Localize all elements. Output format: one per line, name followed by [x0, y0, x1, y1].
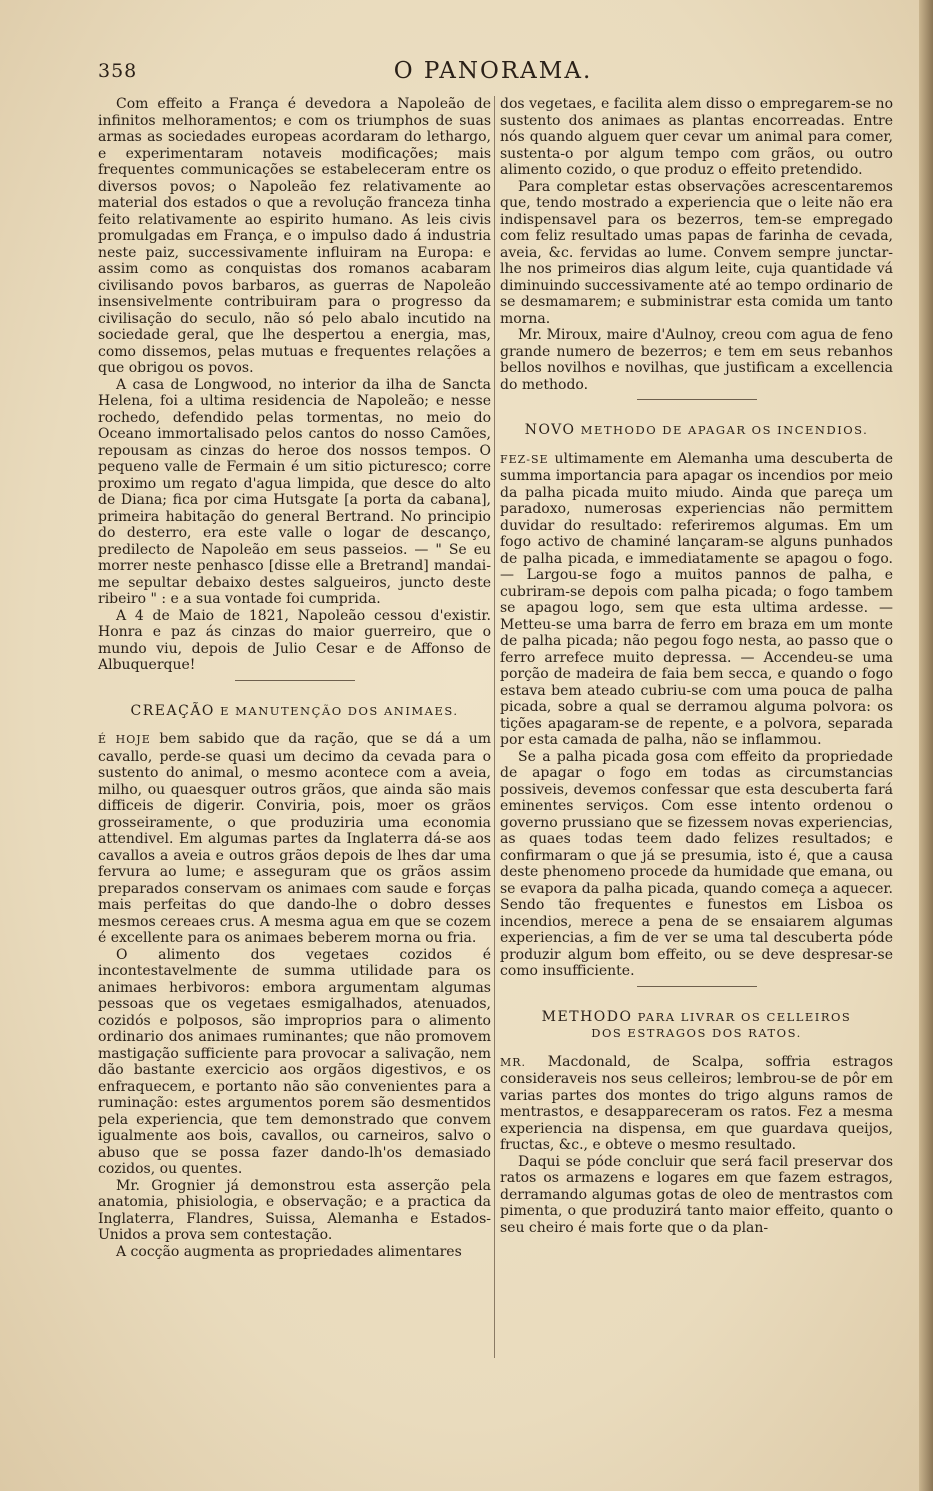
right-column: [500, 96, 893, 1236]
animals-paragraph-1-text: bem sabido que da ração, que se dá a um cavallo, perde-se quasi um decimo da cevada para o sustento do animal, o mesmo acontece com a aveia, milho, ou quaesquer outros grãos, que ainda são mais difficeis de digerir. Conviria, pois, moer os grãos grosseiramente, o que produziria uma economia attendivel. Em algumas partes da Inglaterra dá-se aos cavallos a aveia e outros grãos depois de lhes dar uma fervura ao lume; e asseguram que os grãos assim preparados conservam os animaes com saude e forças mais perfeitas do que dando-lhe o dobro desses mesmos cereaes crus. A mesma agua em que se cozem é excellente para os animaes beberem morna ou fria.: [98, 731, 492, 946]
section-heading-rats-rest: PARA LIVRAR OS CELLEIROS: [637, 1009, 852, 1024]
fires-paragraph-1-text: ultimamente em Alemanha uma descuberta de summa importancia para apagar os incendios por meio da palha picada muito miudo. Ainda que pareça um paradoxo, numerosas experiencias não permittem duvidar do resultado: referiremos algumas. Em um fogo activo de chaminé lançaram-se alguns punhados de palha picada, e immediatamente se apagou o fogo. — Largou-se fogo a muitos pannos de palha, e cubriram-se depois com palha picada; o fogo tambem se apagou logo, sem que esta ultima ardesse. — Metteu-se uma barra de ferro em braza em um monte de palha picada; não pegou fogo nesta, ao passo que o ferro arrefece muito depressa. — Accendeu-se uma porção de madeira de faia bem secca, e quando o fogo estava bem ateado cubriu-se com uma pouca de palha picada, sobre a qual se derramou alguma polvora: os tições apagaram-se de repente, e a polvora, separada por esta camada de palha, não se inflammou.: [500, 450, 894, 748]
napoleon-paragraph-2: A casa de Longwood, no interior da ilha de Sancta Helena, foi a ultima residencia de Napoleão; e nesse rochedo, defendido pelas tormentas, no meio do Oceano immortalisado pelos cantos do nosso Camões, repousam as cinzas do heroe dos nossos tempos. O pequeno valle de Fermain é um sitio picturesco; corre proximo um regato d'agua limpida, que desce do alto de Diana; fica por cima Hutsgate [a porta da cabana], primeira habitação do general Bertrand. No principio do desterro, era este valle o logar de descanço, predilecto de Napoleão em seus passeios. — " Se eu morrer neste penhasco [disse elle a Bretrand] mandai-me sepultar debaixo destes salgueiros, juncto deste ribeiro " : e a sua vontade foi cumprida.: [98, 376, 491, 607]
section-heading-rats-cap: METHODO: [541, 1008, 633, 1025]
section-divider-rule: [637, 399, 757, 400]
section-divider-rule: [235, 680, 355, 681]
page-header: [98, 58, 888, 88]
rats-lead-words: MR.: [500, 1055, 527, 1069]
section-heading-animals-cap: CREAÇÃO: [130, 702, 215, 719]
section-heading-fires-rest: METHODO DE APAGAR OS INCENDIOS.: [580, 423, 869, 437]
rats-paragraph-2: Daqui se póde concluir que será facil preservar dos ratos os armazens e logares em que fazem estragos, derramando algumas gotas de oleo de mentrastos com pimenta, o que produzirá tanto maior effeito, quanto o seu cheiro é mais forte que o da plan-: [500, 1153, 893, 1236]
left-column: [98, 96, 491, 1260]
animals-paragraph-1: [98, 731, 491, 947]
animals-miroux-paragraph: Mr. Miroux, maire d'Aulnoy, creou com agua de feno grande numero de bezerros; e tem em seus rebanhos bellos novilhos e novilhas, que justificam a excellencia do methodo.: [500, 327, 893, 393]
napoleon-paragraph-3: A 4 de Maio de 1821, Napoleão cessou d'existir. Honra e paz ás cinzas do maior guerreiro, que o mundo viu, depois de Julio Cesar e de Affonso de Albuquerque!: [98, 607, 491, 673]
journal-title: O PANORAMA.: [393, 58, 593, 84]
animals-paragraph-3: Mr. Grognier já demonstrou esta asserção pela anatomia, phisiologia, e observação; e a practica da Inglaterra, Flandres, Suissa, Alemanha e Estados-Unidos a prova sem contestação.: [98, 1177, 491, 1243]
page-number: 358: [98, 60, 138, 82]
fires-paragraph-1: [500, 451, 893, 749]
rats-paragraph-1: [500, 1054, 893, 1154]
animals-paragraph-4: A cocção augmenta as propriedades alimentares: [116, 1243, 462, 1260]
section-heading-animals: [98, 703, 491, 720]
fires-lead-words: FEZ-SE: [500, 452, 549, 466]
section-heading-rats-line-2: DOS ESTRAGOS DOS RATOS.: [591, 1026, 802, 1040]
section-heading-fires: [500, 422, 893, 439]
animals-paragraph-2: O alimento dos vegetaes cozidos é incontestavelmente de summa utilidade para os animaes herbivoros: embora argumentam algumas pessoas que os vegetaes esmigalhados, atenuados, cozidós e polposos, são improprios para o alimento ordinario dos animaes ruminantes; que não promovem mastigação sufficiente para provocar a salivação, nem dão bastante exercicio aos orgãos digestivos, e os enfraquecem, e portanto não são convenientes para a ruminação: estes argumentos porem são desmentidos pela experiencia, que tem demonstrado que convem igualmente aos bois, cavallos, ou carneiros, salvo o abuso que se possa fazer dando-lh'os demasiado cozidos, ou quentes.: [98, 946, 491, 1177]
section-heading-fires-cap: NOVO: [524, 422, 576, 438]
animals-lead-words: É HOJE: [98, 733, 151, 746]
column-divider: [494, 96, 495, 1358]
animals-calves-paragraph: Para completar estas observações acrescentaremos que, tendo mostrado a experiencia que o leite não era indispensavel para os bezerros, tem-se empregado com feliz resultado umas papas de farinha de cevada, aveia, &c. fervidas ao lume. Convem sempre junctar-lhe nos primeiros dias algum leite, cuja quantidade vá diminuindo successivamente até ao tempo ordinario de se desmamarem; e subministrar esta comida um tanto morna.: [500, 178, 893, 327]
fires-paragraph-2: Se a palha picada gosa com effeito da propriedade de apagar o fogo em todas as circumstancias possiveis, devemos confessar que esta descuberta fará eminentes serviços. Com esse intento ordenou o governo prussiano que se fizessem novas experiencias, as quaes todas teem dado felizes resultados; e confirmaram o que já se presumia, isto é, que a causa deste phenomeno procede da humidade que emana, ou se evapora da palha picada, quando começa a aquecer. Sendo tão frequentes e funestos em Lisboa os incendios, merece a pena de se ensaiarem algumas experiencias, a fim de ver se uma tal descuberta póde produzir algum bom effeito, ou se deve despresar-se como insufficiente.: [500, 748, 893, 979]
section-divider-rule: [637, 986, 757, 987]
animals-continued-paragraph: dos vegetaes, e facilita alem disso o empregarem-se no sustento dos animaes as plantas encorreadas. Entre nós quando alguem quer cevar um animal para comer, sustenta-o por algum tempo com grãos, ou outro alimento cozido, o que produz o effeito pretendido.: [500, 96, 893, 178]
book-binding-edge: [919, 0, 933, 1491]
rats-paragraph-1-text: Macdonald, de Scalpa, soffria estragos consideraveis nos seus celleiros; lembrou-se de pôr em varias partes dos montes do trigo alguns ramos de mentrastos, e desappareceram os ratos. Fez a mesma experiencia na dispensa, em que guardava queijos, fructas, &c., e obteve o mesmo resultado.: [500, 1053, 893, 1153]
section-heading-rats: [500, 1009, 893, 1042]
section-heading-animals-rest: E MANUTENÇÃO DOS ANIMAES.: [220, 703, 459, 718]
napoleon-paragraph-1: Com effeito a França é devedora a Napoleão de infinitos melhoramentos; e com os triumphos de suas armas as sociedades europeas acordaram do lethargo, e experimentaram notaveis modificações; mais frequentes communicações se estabeleceram entre os diversos povos; o Napoleão fez relativamente ao material dos estados o que a revolução franceza tinha feito relativamente ao espirito humano. As leis civis promulgadas em França, e o impulso dado á industria neste paiz, successivamente influiram na Europa: e assim como as conquistas dos romanos acabaram civilisando povos barbaros, as guerras de Napoleão insensivelmente contribuiram para o progresso da civilisação do seculo, não só pelo abalo incutido na sociedade geral, que lhe despertou a energia, mas, como dissemos, pelas mutuas e frequentes relações a que obrigou os povos.: [98, 96, 491, 376]
